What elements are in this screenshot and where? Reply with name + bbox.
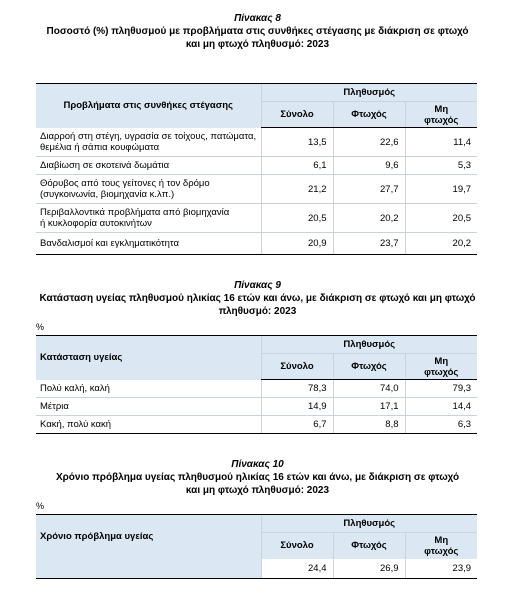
table-8-title: [0, 12, 515, 51]
table-10: [36, 514, 477, 579]
table-row: [36, 157, 477, 175]
table-cell-value: 20,5: [261, 204, 333, 233]
table-row: [36, 559, 477, 579]
table-cell-label: Κακή, πολύ κακή: [36, 416, 261, 434]
table-cell-value: 5,3: [405, 157, 477, 175]
table-cell-value: 74,0: [333, 380, 405, 398]
table-cell-value: 78,3: [261, 380, 333, 398]
table-cell-value: 8,8: [333, 416, 405, 434]
table-title-line: και μη φτωχό πληθυσμό: 2023: [185, 485, 330, 496]
table-8: [36, 83, 477, 255]
table-cell-label: Θόρυβος από τους γείτονες ή τον δρόμο (συγκοινωνία, βιομηχανία κ.λπ.): [36, 175, 261, 204]
column-header-nonpoor: Μη φτωχός: [405, 533, 477, 559]
table-cell-value: 17,1: [333, 398, 405, 416]
table-cell-value: 22,6: [333, 128, 405, 157]
column-header-total: Σύνολο: [261, 354, 333, 380]
row-header: Κατάσταση υγείας: [36, 336, 261, 380]
table-cell-value: 9,6: [333, 157, 405, 175]
table-9-title: [0, 279, 515, 318]
column-header-poor: Φτωχός: [333, 102, 405, 128]
group-header: Πληθυσμός: [261, 515, 477, 533]
column-header-poor: Φτωχός: [333, 354, 405, 380]
table-cell-value: 14,4: [405, 398, 477, 416]
table-title-line: Κατάσταση υγείας πληθυσμού ηλικίας 16 ετών και άνω, με διάκριση σε φτωχό και μη φτωχό: [39, 293, 476, 304]
table-title-line: Χρόνιο πρόβλημα υγείας πληθυσμού ηλικίας 16 ετών και άνω, με διάκριση σε φτωχό: [55, 472, 460, 483]
column-header-total: Σύνολο: [261, 533, 333, 559]
table-cell-value: 13,5: [261, 128, 333, 157]
table-cell-value: 6,3: [405, 416, 477, 434]
table-row: [36, 380, 477, 398]
table-number: Πίνακας 9: [234, 280, 281, 291]
group-header: Πληθυσμός: [261, 336, 477, 354]
column-header-nonpoor: Μη φτωχός: [405, 354, 477, 380]
table-cell-value: 20,5: [405, 204, 477, 233]
table-cell-value: 19,7: [405, 175, 477, 204]
table-cell-label: Περιβαλλοντικά προβλήματα από βιομηχανία ή κυκλοφορία αυτοκινήτων: [36, 204, 261, 233]
column-header-total: Σύνολο: [261, 102, 333, 128]
table-cell-label: Διαβίωση σε σκοτεινά δωμάτια: [36, 157, 261, 175]
table-row: [36, 128, 477, 157]
table-row: [36, 233, 477, 255]
table-cell-label: Μέτρια: [36, 398, 261, 416]
table-cell-value: 79,3: [405, 380, 477, 398]
row-header: Χρόνιο πρόβλημα υγείας: [36, 515, 261, 559]
table-row: [36, 398, 477, 416]
table-cell-value: 20,2: [405, 233, 477, 255]
table-cell-value: 6,7: [261, 416, 333, 434]
table-number: Πίνακας 8: [234, 13, 281, 24]
table-cell-value: 20,2: [333, 204, 405, 233]
table-title-line: και μη φτωχό πληθυσμό: 2023: [185, 39, 330, 50]
group-header: Πληθυσμός: [261, 84, 477, 102]
table-cell-label: Διαρροή στη στέγη, υγρασία σε τοίχους, πατώματα, θεμέλια ή σάπια κουφώματα: [36, 128, 261, 157]
table-9: [36, 335, 477, 434]
table-cell-value: 20,9: [261, 233, 333, 255]
column-header-nonpoor: Μη φτωχός: [405, 102, 477, 128]
row-header: Προβλήματα στις συνθήκες στέγασης: [36, 84, 261, 128]
table-row: [36, 204, 477, 233]
table-cell-value: 11,4: [405, 128, 477, 157]
table-cell-value: 24,4: [261, 559, 333, 579]
table-title-line: Ποσοστό (%) πληθυσμού με προβλήματα στις συνθήκες στέγασης με διάκριση σε φτωχό: [46, 26, 469, 37]
table-row: [36, 175, 477, 204]
table-10-title: [0, 458, 515, 497]
table-number: Πίνακας 10: [231, 459, 284, 470]
table-cell-label: Πολύ καλή, καλή: [36, 380, 261, 398]
table-cell-value: 21,2: [261, 175, 333, 204]
column-header-poor: Φτωχός: [333, 533, 405, 559]
table-cell-value: 27,7: [333, 175, 405, 204]
table-cell-label: [36, 559, 261, 579]
table-cell-value: 23,7: [333, 233, 405, 255]
table-cell-value: 14,9: [261, 398, 333, 416]
table-cell-value: 23,9: [405, 559, 477, 579]
table-cell-value: 26,9: [333, 559, 405, 579]
table-title-line: πληθυσμό: 2023: [218, 306, 297, 317]
unit-label: %: [36, 322, 45, 332]
table-cell-label: Βανδαλισμοί και εγκληματικότητα: [36, 233, 261, 255]
table-cell-value: 6,1: [261, 157, 333, 175]
unit-label: %: [36, 501, 45, 511]
table-row: [36, 416, 477, 434]
